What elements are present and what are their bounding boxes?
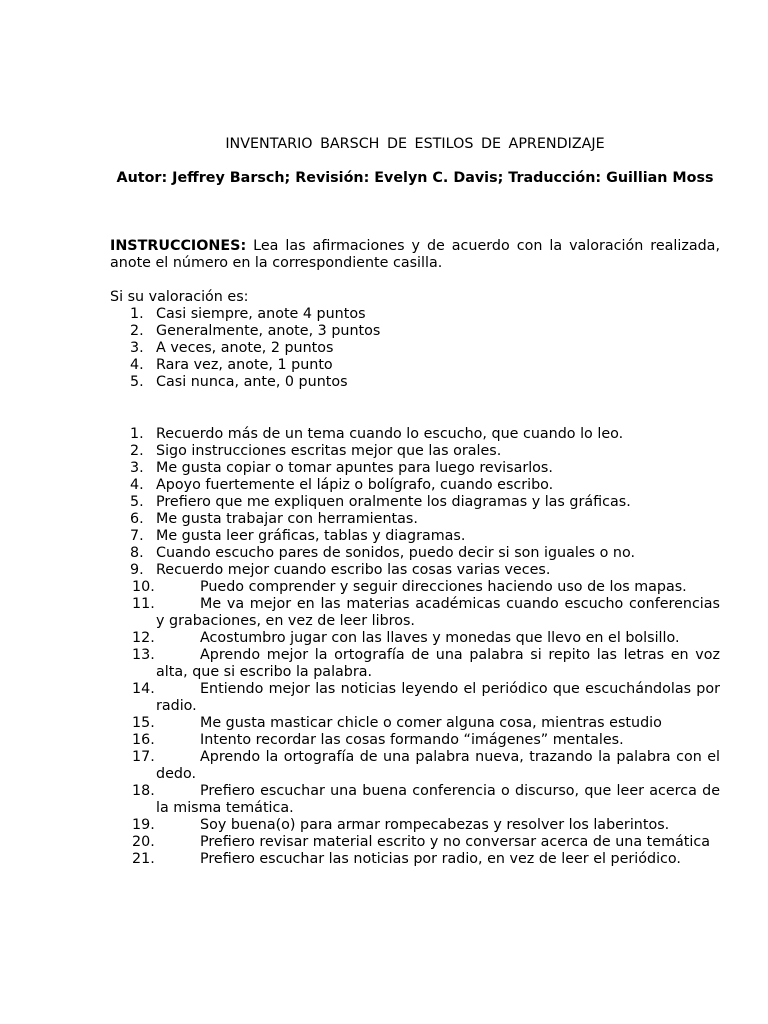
instructions-label: INSTRUCCIONES: [110,238,247,254]
statement-number: 3. [130,460,144,476]
statement-text: Recuerdo más de un tema cuando lo escucho, que cuando lo leo. [156,426,624,442]
scale-item [110,306,720,323]
statement-text: Me gusta leer gráficas, tablas y diagramas. [156,528,466,544]
statement-text: Puedo comprender y seguir direcciones haciendo uso de los mapas. [200,579,687,595]
statement-item [110,817,720,834]
scale-item-text: Generalmente, anote, 3 puntos [156,323,381,339]
statement-item [110,732,720,749]
scale-item-number: 2. [130,323,144,339]
instructions-paragraph [110,238,720,272]
statement-text: Prefiero escuchar las noticias por radio, en vez de leer el periódico. [200,851,681,867]
scale-item [110,340,720,357]
statement-item [110,715,720,732]
statement-text: Cuando escucho pares de sonidos, puedo decir si son iguales o no. [156,545,636,561]
statement-text: Apoyo fuertemente el lápiz o bolígrafo, cuando escribo. [156,477,554,493]
statement-list [110,426,720,868]
statement-text: Acostumbro jugar con las llaves y monedas que llevo en el bolsillo. [200,630,680,646]
scale-intro: Si su valoración es: [110,289,249,305]
scale-item [110,323,720,340]
statement-text: Aprendo la ortografía de una palabra nueva, trazando la palabra con el dedo. [156,749,720,782]
statement-item [110,494,720,511]
statement-item [110,511,720,528]
statement-number: 8. [130,545,144,561]
statement-text: Soy buena(o) para armar rompecabezas y resolver los laberintos. [200,817,670,833]
scale-item-text: Casi nunca, ante, 0 puntos [156,374,348,390]
document-title: INVENTARIO BARSCH DE ESTILOS DE APRENDIZAJE [225,136,605,152]
statement-item [110,460,720,477]
scale-item-number: 5. [130,374,144,390]
statement-item [110,579,720,596]
statement-number: 16. [132,732,155,748]
statement-number: 5. [130,494,144,510]
statement-text: Prefiero escuchar una buena conferencia o discurso, que leer acerca de la misma temática. [156,783,720,816]
statement-number: 17. [132,749,155,765]
scale-item-text: Rara vez, anote, 1 punto [156,357,333,373]
statement-item [110,749,720,783]
instructions-text: Lea las afirmaciones y de acuerdo con la valoración realizada, anote el número en la correspondiente casilla. [110,238,720,271]
scale-item [110,357,720,374]
statement-text: Intento recordar las cosas formando “imágenes” mentales. [200,732,624,748]
statement-text: Prefiero que me expliquen oralmente los diagramas y las gráficas. [156,494,631,510]
scale-item-text: Casi siempre, anote 4 puntos [156,306,366,322]
statement-number: 2. [130,443,144,459]
scale-item-number: 3. [130,340,144,356]
statement-item [110,834,720,851]
statement-item [110,596,720,630]
statement-number: 12. [132,630,155,646]
statement-number: 4. [130,477,144,493]
statement-number: 15. [132,715,155,731]
statement-item [110,443,720,460]
statement-text: Prefiero revisar material escrito y no conversar acerca de una temática [200,834,710,850]
statement-text: Me gusta trabajar con herramientas. [156,511,418,527]
statement-number: 20. [132,834,155,850]
statement-item [110,562,720,579]
statement-text: Aprendo mejor la ortografía de una palabra si repito las letras en voz alta, que si escribo la palabra. [156,647,720,680]
scale-item-text: A veces, anote, 2 puntos [156,340,334,356]
statement-item [110,681,720,715]
statement-item [110,647,720,681]
statement-number: 13. [132,647,155,663]
author-line: Autor: Jeffrey Barsch; Revisión: Evelyn C. Davis; Traducción: Guillian Moss [116,170,714,186]
statement-number: 21. [132,851,155,867]
statement-text: Entiendo mejor las noticias leyendo el periódico que escuchándolas por radio. [156,681,720,714]
statement-number: 9. [130,562,144,578]
scale-item-number: 4. [130,357,144,373]
statement-item [110,426,720,443]
statement-number: 19. [132,817,155,833]
statement-text: Recuerdo mejor cuando escribo las cosas varias veces. [156,562,551,578]
scale-list [110,306,720,391]
statement-item [110,477,720,494]
statement-number: 11. [132,596,155,612]
statement-item [110,630,720,647]
statement-text: Me gusta masticar chicle o comer alguna cosa, mientras estudio [200,715,662,731]
statement-number: 6. [130,511,144,527]
statement-item [110,783,720,817]
scale-item-number: 1. [130,306,144,322]
statement-item [110,545,720,562]
statement-item [110,528,720,545]
statement-number: 18. [132,783,155,799]
statement-item [110,851,720,868]
statement-number: 10. [132,579,155,595]
statement-text: Sigo instrucciones escritas mejor que las orales. [156,443,502,459]
statement-number: 1. [130,426,144,442]
statement-text: Me gusta copiar o tomar apuntes para luego revisarlos. [156,460,553,476]
scale-item [110,374,720,391]
statement-text: Me va mejor en las materias académicas cuando escucho conferencias y grabaciones, en vez de leer libros. [156,596,720,629]
statement-number: 7. [130,528,144,544]
statement-number: 14. [132,681,155,697]
